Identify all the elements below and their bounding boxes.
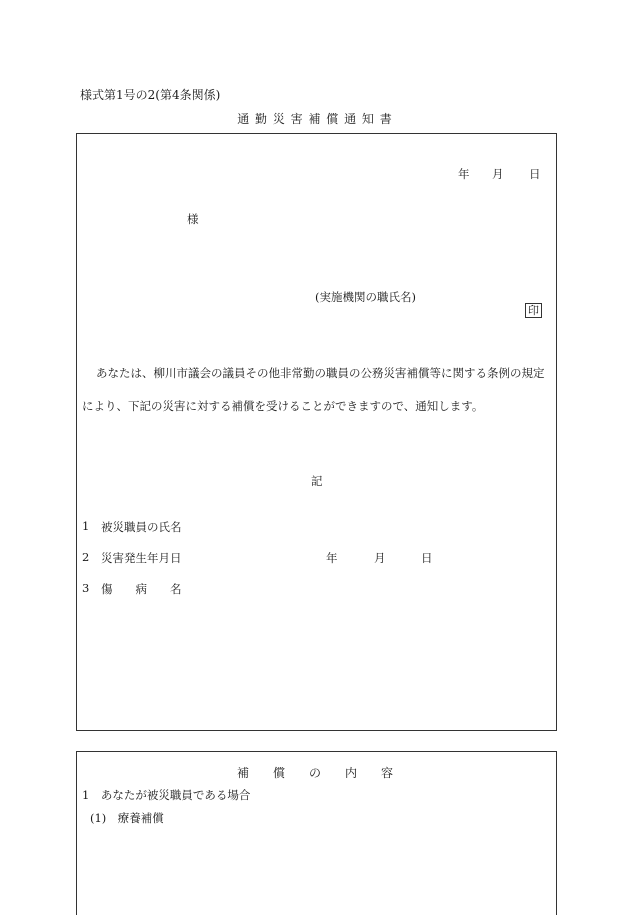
item-2-number: 2 [82, 550, 90, 564]
body-text-line-1: あなたは、柳川市議会の議員その他非常勤の職員の公務災害補償等に関する条例の規定 [96, 366, 545, 380]
date-year: 年 [458, 167, 470, 181]
compensation-section-1: 1 あなたが被災職員である場合 [82, 788, 251, 802]
compensation-title: 補 償 の 内 容 [236, 766, 393, 780]
item-1-label: 被災職員の氏名 [101, 520, 182, 534]
body-text-line-2: により、下記の災害に対する補償を受けることができますので、通知します。 [82, 399, 484, 413]
ki-heading: 記 [311, 474, 323, 488]
document-title: 通 勤 災 害 補 償 通 知 書 [237, 112, 393, 126]
item-1-number: 1 [82, 519, 90, 533]
form-label: 様式第1号の2(第4条関係) [80, 88, 221, 102]
notice-box [76, 133, 557, 731]
seal-mark: 印 [525, 303, 542, 318]
item-3-label: 傷 病 名 [101, 582, 182, 596]
item-2-day: 日 [421, 551, 433, 565]
item-2-month: 月 [374, 551, 386, 565]
date-month: 月 [492, 167, 504, 181]
item-2-year: 年 [326, 551, 338, 565]
issuer-label: (実施機関の職氏名) [315, 290, 416, 304]
compensation-subsection-1: (1) 療養補償 [90, 811, 164, 825]
date-day: 日 [529, 167, 541, 181]
item-3-number: 3 [82, 581, 90, 595]
item-2-label: 災害発生年月日 [101, 551, 182, 565]
addressee-suffix: 様 [187, 212, 199, 226]
